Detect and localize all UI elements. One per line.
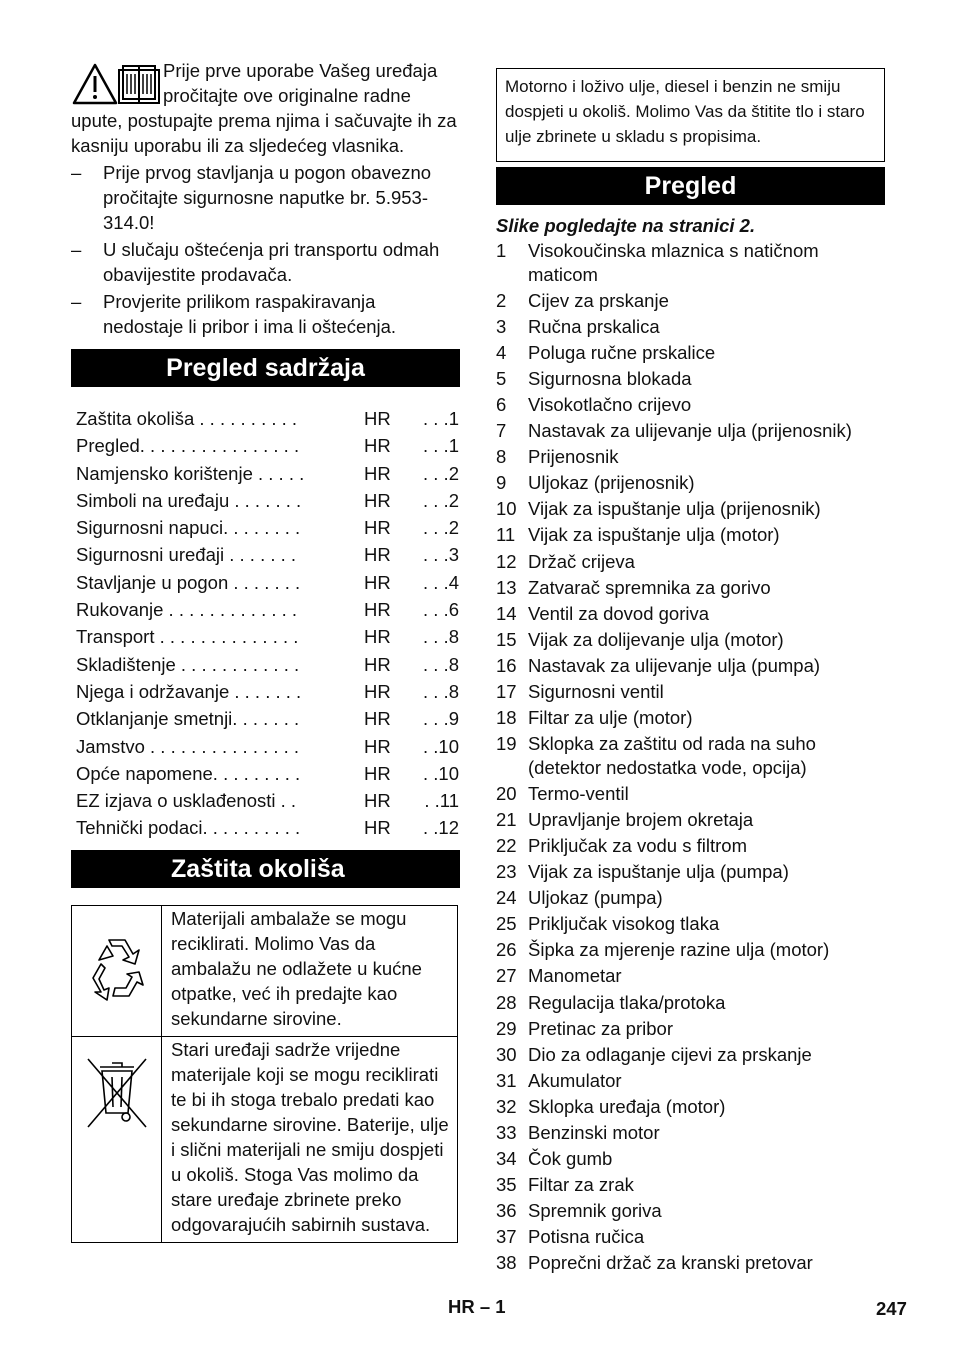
overview-heading: Pregled	[496, 167, 885, 205]
dash-marker: –	[71, 239, 82, 260]
right-column	[496, 68, 885, 1278]
part-number: 32	[496, 1095, 517, 1117]
environment-table	[71, 905, 458, 1243]
parts-list-item	[496, 1225, 885, 1249]
part-number: 9	[496, 472, 507, 494]
part-number: 21	[496, 808, 517, 830]
part-number: 14	[496, 602, 517, 624]
parts-list-item	[496, 341, 885, 365]
part-label: Priključak za vodu s filtrom	[528, 834, 747, 856]
intro-icons	[71, 62, 163, 108]
part-label: Upravljanje brojem okretaja	[528, 808, 754, 830]
part-number: 26	[496, 939, 517, 961]
part-number: 13	[496, 576, 517, 598]
part-label: Dio za odlaganje cijevi za prskanje	[528, 1043, 812, 1065]
part-label: Visokoučinska mlaznica s natičnom maticom	[528, 240, 819, 285]
toc-entry[interactable]: Tehnički podaci. . . . . . . . . . HR . .12	[76, 817, 459, 839]
part-number: 30	[496, 1043, 517, 1065]
part-number: 11	[496, 524, 516, 546]
parts-list-item	[496, 732, 885, 779]
part-label: Sigurnosni ventil	[528, 681, 664, 702]
toc-entry[interactable]: Sigurnosni napuci. . . . . . . . HR . . .2	[76, 517, 459, 539]
parts-list-item	[496, 445, 885, 469]
part-number: 15	[496, 628, 517, 650]
icon-cell	[72, 1036, 162, 1242]
part-label: Vijak za ispuštanje ulja (pumpa)	[528, 861, 789, 883]
parts-list-item	[496, 1121, 885, 1145]
parts-list-item	[496, 1199, 885, 1223]
parts-list-item	[496, 523, 885, 547]
toc-entry[interactable]: Stavljanje u pogon . . . . . . . HR . . .4	[76, 571, 459, 593]
parts-list-item	[496, 239, 885, 286]
parts-list-item	[496, 1251, 885, 1275]
toc-entry[interactable]: Otklanjanje smetnji. . . . . . . HR . . .9	[76, 708, 459, 730]
part-number: 31	[496, 1069, 517, 1091]
part-number: 5	[496, 367, 507, 389]
part-label: Sklopka za zaštitu od rada na suho (detektor nedostatka vode, opcija)	[528, 733, 816, 778]
intro-text: Prije prve uporabe Vašeg uređaja pročitajte ove originalne radne upute, postupajte prema njima i sačuvajte ih za kasniju uporabu ili za sljedećeg vlasnika.	[71, 60, 457, 156]
parts-list-item	[496, 315, 885, 339]
part-label: Visokotlačno crijevo	[528, 393, 692, 415]
toc-entry[interactable]: Namjensko korištenje . . . . . HR . . .2	[76, 462, 459, 484]
part-label: Vijak za ispuštanje ulja (prijenosnik)	[528, 498, 821, 520]
parts-list-item	[496, 497, 885, 521]
parts-list-item	[496, 550, 885, 574]
parts-list-item	[496, 1095, 885, 1119]
parts-list-item	[496, 860, 885, 884]
intro-section	[71, 58, 460, 339]
part-label: Držač crijeva	[528, 550, 635, 572]
bullet-item: – Provjerite prilikom raspakiravanja nedostaje li pribor i ima li oštećenja.	[71, 291, 397, 337]
part-label: Sigurnosna blokada	[528, 367, 692, 389]
part-number: 25	[496, 913, 517, 935]
page-number: 247	[876, 1298, 907, 1319]
bullet-item: – Prije prvog stavljanja u pogon obavezno pročitajte sigurnosne naputke br. 5.953-314.0!	[71, 162, 432, 233]
page-code: HR – 1	[448, 1296, 506, 1317]
part-label: Uljokaz (prijenosnik)	[528, 472, 695, 494]
part-label: Ručna prskalica	[528, 315, 660, 337]
part-label: Manometar	[528, 965, 622, 987]
part-number: 37	[496, 1226, 517, 1248]
icon-cell	[72, 905, 162, 1036]
part-number: 2	[496, 289, 507, 311]
part-label: Uljokaz (pumpa)	[528, 887, 663, 909]
part-number: 18	[496, 707, 517, 729]
bullet-item: – U slučaju oštećenja pri transportu odmah obavijestite prodavača.	[71, 239, 440, 285]
table-row	[72, 905, 458, 1036]
part-number: 38	[496, 1252, 517, 1274]
parts-list-item	[496, 886, 885, 910]
warning-triangle-icon	[74, 65, 116, 103]
part-label: Ventil za dovod goriva	[528, 602, 710, 624]
part-number: 19	[496, 733, 517, 755]
toc-entry[interactable]: Simboli na uređaju . . . . . . . HR . . .2	[76, 489, 459, 511]
part-label: Vijak za ispuštanje ulja (motor)	[528, 524, 780, 546]
parts-list-item	[496, 1043, 885, 1067]
toc-entry[interactable]: Opće napomene. . . . . . . . . HR . .10	[76, 762, 459, 784]
part-label: Zatvarač spremnika za gorivo	[528, 576, 771, 598]
toc-entry[interactable]: Sigurnosni uređaji . . . . . . . HR . . .3	[76, 544, 459, 566]
crossed-bin-icon	[84, 1055, 150, 1131]
part-label: Filtar za zrak	[528, 1174, 634, 1196]
parts-list-item	[496, 1069, 885, 1093]
environment-heading: Zaštita okoliša	[71, 850, 460, 888]
intro-bullet-list	[71, 160, 460, 339]
recycling-icon	[79, 930, 155, 1006]
part-label: Potisna ručica	[528, 1226, 645, 1248]
toc-entry[interactable]: Jamstvo . . . . . . . . . . . . . . . HR . .10	[76, 735, 459, 757]
parts-list-item	[496, 419, 885, 443]
part-label: Pretinac za pribor	[528, 1017, 673, 1039]
part-number: 4	[496, 341, 507, 363]
left-column	[71, 58, 460, 1243]
part-number: 29	[496, 1017, 517, 1039]
table-row	[72, 1036, 458, 1242]
part-label: Šipka za mjerenje razine ulja (motor)	[528, 939, 830, 961]
part-number: 23	[496, 861, 517, 883]
parts-list-item	[496, 808, 885, 832]
parts-list-item	[496, 654, 885, 678]
environment-text-cell: Materijali ambalaže se mogu reciklirati. Molimo Vas da ambalažu ne odlažete u kućne otpatke, već ih predajte kao sekundarne sirovine.	[162, 905, 458, 1036]
part-number: 34	[496, 1148, 517, 1170]
parts-list-item	[496, 1017, 885, 1041]
toc-entry[interactable]: Zaštita okoliša . . . . . . . . . . HR . . .1	[76, 408, 459, 429]
toc-entry[interactable]: Transport . . . . . . . . . . . . . . HR . . .8	[76, 626, 459, 648]
part-label: Filtar za ulje (motor)	[528, 707, 693, 729]
part-number: 7	[496, 420, 507, 442]
parts-list	[496, 239, 885, 1275]
part-number: 1	[496, 240, 507, 261]
parts-list-item	[496, 367, 885, 391]
part-label: Termo-ventil	[528, 782, 629, 804]
part-number: 6	[496, 393, 507, 415]
parts-list-item	[496, 912, 885, 936]
parts-list-item	[496, 1147, 885, 1171]
parts-list-item	[496, 1173, 885, 1197]
part-label: Vijak za dolijevanje ulja (motor)	[528, 628, 784, 650]
part-label: Prijenosnik	[528, 446, 619, 468]
parts-list-item	[496, 938, 885, 962]
part-label: Benzinski motor	[528, 1122, 660, 1143]
part-label: Priključak visokog tlaka	[528, 913, 720, 935]
part-label: Regulacija tlaka/protoka	[528, 991, 726, 1013]
manual-book-icon	[119, 66, 159, 103]
toc-entry[interactable]: Skladištenje . . . . . . . . . . . . HR . . .8	[76, 653, 459, 675]
part-number: 36	[496, 1200, 517, 1222]
toc-entry[interactable]: Rukovanje . . . . . . . . . . . . . HR . . .6	[76, 599, 459, 621]
part-label: Sklopka uređaja (motor)	[528, 1095, 726, 1117]
table-of-contents	[71, 405, 460, 842]
part-label: Poluga ručne prskalice	[528, 341, 716, 363]
part-label: Nastavak za ulijevanje ulja (pumpa)	[528, 654, 821, 676]
part-number: 27	[496, 965, 517, 987]
toc-entry[interactable]: Pregled. . . . . . . . . . . . . . . . HR . . .1	[76, 435, 459, 457]
parts-list-item	[496, 706, 885, 730]
parts-list-item	[496, 602, 885, 626]
part-number: 8	[496, 446, 507, 468]
part-label: Čok gumb	[528, 1148, 613, 1170]
part-number: 10	[496, 498, 517, 520]
part-label: Spremnik goriva	[528, 1200, 662, 1222]
overview-subheading: Slike pogledajte na stranici 2.	[496, 215, 756, 236]
toc-heading: Pregled sadržaja	[71, 349, 460, 387]
parts-list-item	[496, 576, 885, 600]
part-number: 20	[496, 782, 517, 804]
part-number: 16	[496, 654, 517, 676]
parts-list-item	[496, 680, 885, 704]
environment-text-cell: Stari uređaji sadrže vrijedne materijale koji se mogu reciklirati te bi ih stoga trebalo predati kao sekundarne sirovine. Baterije, ulje i slični materijali ne smiju dospjeti u okoliš. Stoga Vas molimo da stare uređaje zbrinete preko odgovarajućih sabirnih sustava.	[162, 1036, 458, 1242]
oil-notice-box: Motorno i loživo ulje, diesel i benzin ne smiju dospjeti u okoliš. Molimo Vas da štitite tlo i staro ulje zbrinete u skladu s propisima.	[496, 68, 885, 162]
parts-list-item	[496, 471, 885, 495]
part-label: Akumulator	[528, 1069, 622, 1091]
part-label: Cijev za prskanje	[528, 289, 669, 311]
toc-entry[interactable]: Njega i održavanje . . . . . . . HR . . .8	[76, 680, 459, 702]
part-number: 24	[496, 887, 517, 909]
part-number: 33	[496, 1122, 517, 1143]
dash-marker: –	[71, 291, 82, 312]
part-number: 35	[496, 1174, 517, 1196]
part-number: 22	[496, 834, 517, 856]
parts-list-item	[496, 782, 885, 806]
part-label: Nastavak za ulijevanje ulja (prijenosnik)	[528, 420, 852, 442]
part-number: 12	[496, 550, 517, 572]
part-number: 3	[496, 315, 507, 337]
part-label: Poprečni držač za kranski pretovar	[528, 1252, 813, 1274]
parts-list-item	[496, 991, 885, 1015]
dash-marker: –	[71, 162, 82, 183]
parts-list-item	[496, 628, 885, 652]
parts-list-item	[496, 289, 885, 313]
parts-list-item	[496, 393, 885, 417]
toc-entry[interactable]: EZ izjava o usklađenosti . . HR . .11	[76, 790, 459, 812]
part-number: 28	[496, 991, 517, 1013]
part-number: 17	[496, 681, 517, 702]
parts-list-item	[496, 834, 885, 858]
parts-list-item	[496, 964, 885, 988]
